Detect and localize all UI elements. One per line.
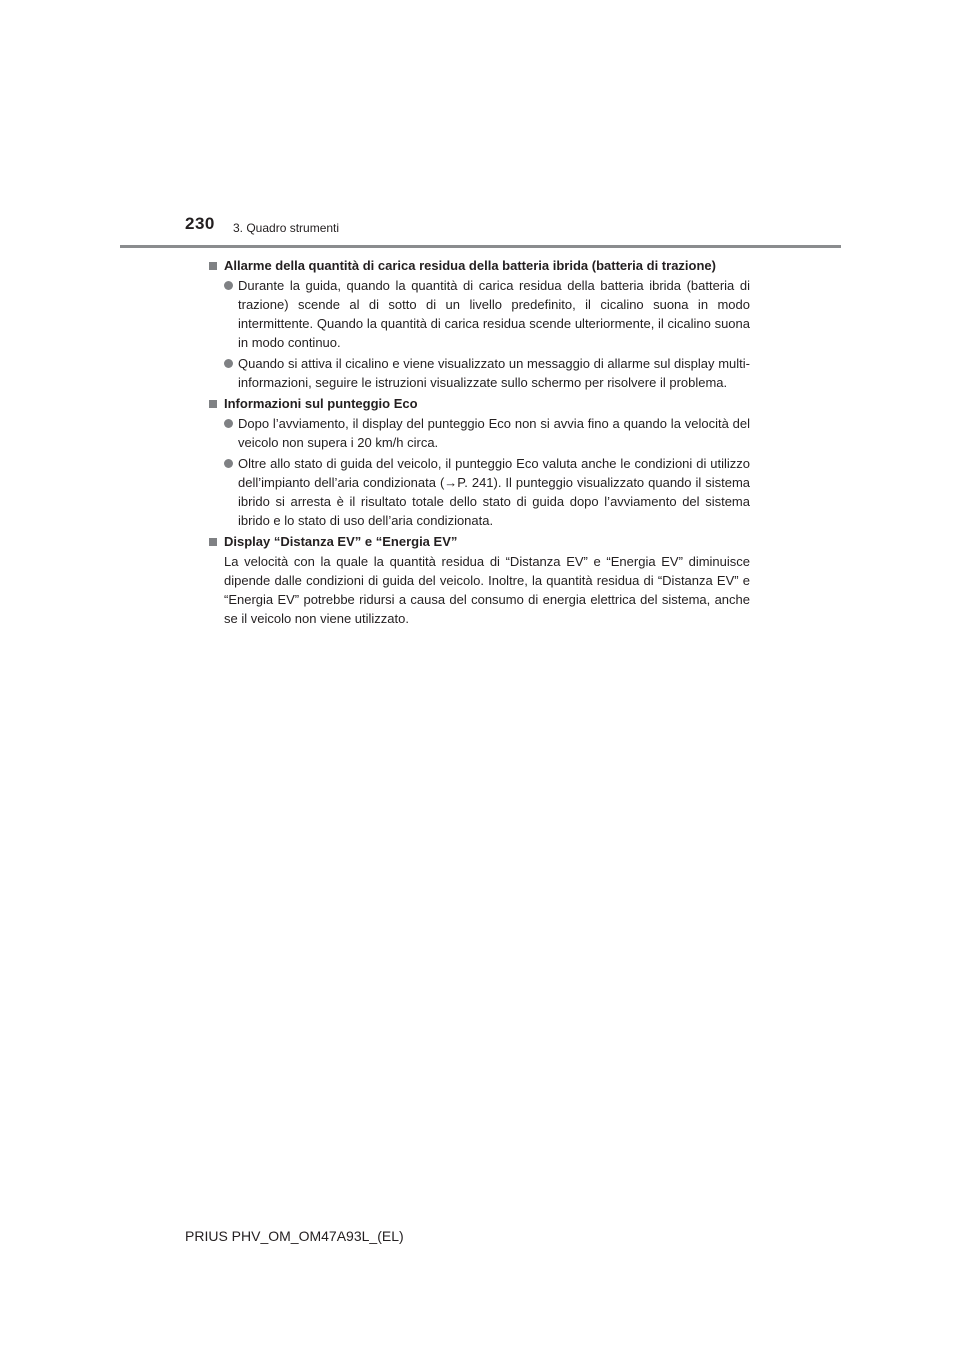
document-code: PRIUS PHV_OM_OM47A93L_(EL)	[185, 1228, 404, 1244]
page-header	[0, 0, 960, 250]
page-content	[208, 256, 750, 628]
section-paragraph: La velocità con la quale la quantità residua di “Distanza EV” e “Energia EV” diminuisce dipende dalle condizioni di guida del veicolo. Inoltre, la quantità residua di “Distanza EV” e “Energia EV” potrebbe ridursi a causa del consumo di energia elettrica del sistema, anche se il veicolo non viene utilizzato.	[224, 554, 750, 626]
circle-bullet-icon	[224, 459, 233, 468]
section-title: Informazioni sul punteggio Eco	[224, 396, 418, 411]
section-heading	[208, 394, 750, 413]
list-item	[208, 414, 750, 452]
square-icon	[209, 538, 217, 546]
section-ev-display	[208, 532, 750, 628]
circle-bullet-icon	[224, 281, 233, 290]
list-item-text: Oltre allo stato di guida del veicolo, il punteggio Eco valuta anche le condizioni di utilizzo dell’impianto dell’aria condizionata (→P. 241). Il punteggio visualizzato quando il sistema ibrido si arresta è il risultato totale dello stato di guida dopo l’avviamento del sistema ibrido e lo stato di uso dell’aria condizionata.	[238, 456, 750, 528]
list-item-text: Durante la guida, quando la quantità di carica residua della batteria ibrida (batteria di trazione) scende al di sotto di un livello predefinito, il cicalino suona in modo intermittente. Quando la quantità di carica residua scende ulteriormente, il cicalino suona in modo continuo.	[238, 278, 750, 350]
square-icon	[209, 262, 217, 270]
list-item	[208, 354, 750, 392]
section-eco-score	[208, 394, 750, 530]
list-item	[208, 454, 750, 530]
header-divider	[120, 245, 841, 248]
chapter-title: 3. Quadro strumenti	[233, 221, 340, 235]
list-item	[208, 276, 750, 352]
section-battery-alarm	[208, 256, 750, 392]
section-title: Display “Distanza EV” e “Energia EV”	[224, 534, 458, 549]
section-title: Allarme della quantità di carica residua della batteria ibrida (batteria di trazione)	[224, 258, 716, 273]
section-heading	[208, 532, 750, 551]
list-item-text: Dopo l’avviamento, il display del punteggio Eco non si avvia fino a quando la velocità del veicolo non supera i 20 km/h circa.	[238, 416, 750, 450]
square-icon	[209, 400, 217, 408]
circle-bullet-icon	[224, 359, 233, 368]
circle-bullet-icon	[224, 419, 233, 428]
section-heading	[208, 256, 750, 275]
list-item-text: Quando si attiva il cicalino e viene visualizzato un messaggio di allarme sul display multi-informazioni, seguire le istruzioni visualizzate sullo schermo per risolvere il problema.	[238, 356, 750, 390]
page-number: 230	[185, 214, 215, 233]
